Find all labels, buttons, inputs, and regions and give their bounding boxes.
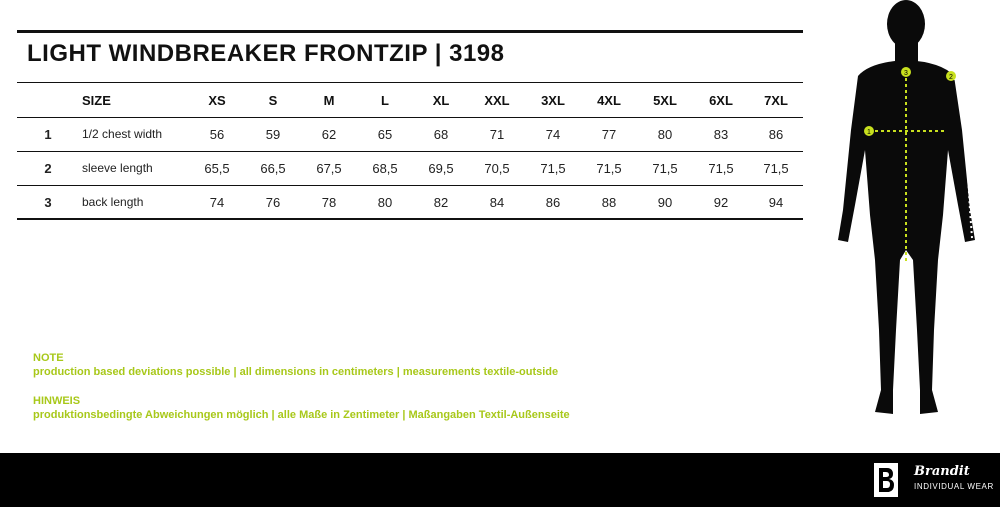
table-cell: 71 — [489, 127, 505, 142]
size-header: S — [268, 93, 278, 108]
table-cell: 66,5 — [260, 161, 286, 176]
size-header: 7XL — [764, 93, 788, 108]
hinweis-heading: HINWEIS — [33, 395, 81, 407]
table-cell: 92 — [713, 195, 729, 210]
title-top-rule — [17, 30, 803, 33]
table-rule — [17, 218, 803, 220]
size-header: 6XL — [709, 93, 733, 108]
table-rule — [17, 185, 803, 186]
table-cell: 82 — [433, 195, 449, 210]
size-header: L — [381, 93, 389, 108]
size-header: 4XL — [597, 93, 621, 108]
row-number: 2 — [44, 161, 52, 176]
hinweis-text: produktionsbedingte Abweichungen möglich | alle Maße in Zentimeter | Maßangaben Textil-Außenseite — [33, 409, 570, 421]
table-cell: 78 — [321, 195, 337, 210]
table-cell: 69,5 — [428, 161, 454, 176]
table-cell: 71,5 — [652, 161, 678, 176]
table-cell: 80 — [377, 195, 393, 210]
table-cell: 71,5 — [708, 161, 734, 176]
marker-1-label: 1 — [867, 129, 871, 136]
table-cell: 86 — [545, 195, 561, 210]
table-cell: 65,5 — [204, 161, 230, 176]
size-header: 3XL — [541, 93, 565, 108]
size-header: XL — [432, 93, 450, 108]
table-cell: 71,5 — [763, 161, 789, 176]
table-cell: 88 — [601, 195, 617, 210]
table-cell: 65 — [377, 127, 393, 142]
row-number: 1 — [44, 127, 52, 142]
table-cell: 84 — [489, 195, 505, 210]
table-cell: 83 — [713, 127, 729, 142]
page-title: LIGHT WINDBREAKER FRONTZIP | 3198 — [27, 40, 505, 67]
footer-bar — [0, 453, 1000, 507]
table-cell: 56 — [209, 127, 225, 142]
table-cell: 67,5 — [316, 161, 342, 176]
table-cell: 80 — [657, 127, 673, 142]
table-cell: 70,5 — [484, 161, 510, 176]
size-header-label: SIZE — [82, 93, 111, 108]
table-cell: 94 — [768, 195, 784, 210]
row-label: 1/2 chest width — [82, 127, 163, 141]
brandit-logo-icon — [874, 463, 898, 497]
table-cell: 68 — [433, 127, 449, 142]
body-measurement-figure — [820, 0, 1000, 440]
table-cell: 74 — [545, 127, 561, 142]
table-cell: 86 — [768, 127, 784, 142]
table-cell: 59 — [265, 127, 281, 142]
table-rule — [17, 117, 803, 118]
marker-3 — [901, 67, 911, 77]
table-cell: 76 — [265, 195, 281, 210]
size-header: XXL — [484, 93, 510, 108]
note-text: production based deviations possible | all dimensions in centimeters | measurements textile-outside — [33, 366, 559, 378]
row-label: sleeve length — [82, 161, 153, 175]
size-header: XS — [208, 93, 226, 108]
table-cell: 90 — [657, 195, 673, 210]
marker-1 — [864, 126, 874, 136]
marker-2-label: 2 — [949, 74, 953, 81]
table-cell: 68,5 — [372, 161, 398, 176]
table-cell: 74 — [209, 195, 225, 210]
table-rule — [17, 82, 803, 83]
table-cell: 71,5 — [596, 161, 622, 176]
size-header: M — [323, 93, 335, 108]
brand-tagline: INDIVIDUAL WEAR — [914, 482, 994, 491]
table-cell: 62 — [321, 127, 337, 142]
marker-3-label: 3 — [904, 70, 908, 77]
marker-2 — [946, 71, 956, 81]
row-number: 3 — [44, 195, 52, 210]
table-cell: 71,5 — [540, 161, 566, 176]
table-rule — [17, 151, 803, 152]
row-label: back length — [82, 195, 144, 209]
size-header: 5XL — [653, 93, 677, 108]
brand-name: Brandit — [914, 464, 970, 479]
table-cell: 77 — [601, 127, 617, 142]
note-heading: NOTE — [33, 352, 64, 364]
